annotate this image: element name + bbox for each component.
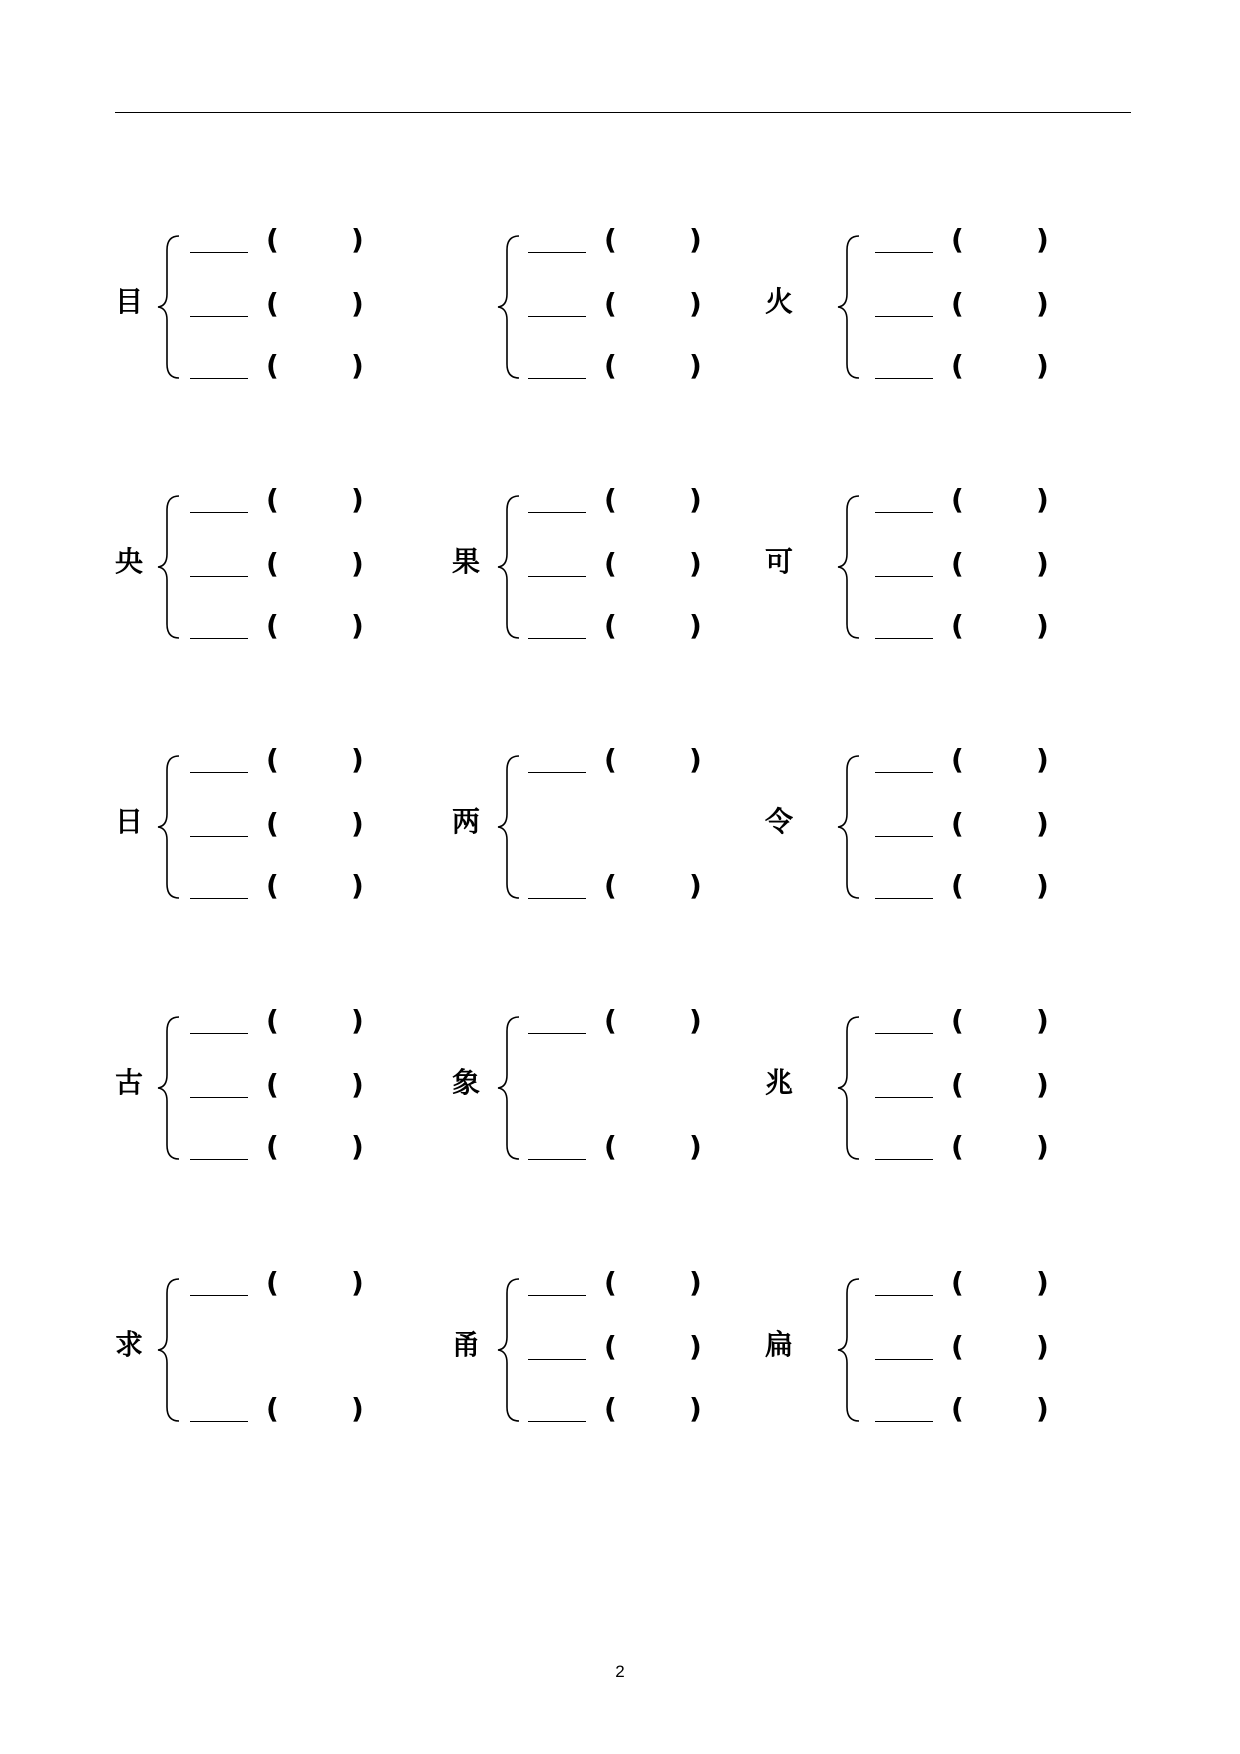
close-paren: )	[351, 1266, 364, 1299]
open-paren: (	[604, 349, 617, 382]
close-paren: )	[689, 547, 702, 580]
close-paren: )	[1036, 1004, 1049, 1037]
char-group	[440, 223, 760, 382]
char-group	[765, 483, 1085, 642]
close-paren: )	[689, 1392, 702, 1425]
close-paren: )	[689, 287, 702, 320]
open-paren: (	[266, 223, 279, 256]
word-blank[interactable]	[528, 252, 586, 253]
group-character: 求	[115, 1328, 144, 1361]
word-blank[interactable]	[190, 898, 248, 899]
word-blank[interactable]	[875, 638, 933, 639]
open-paren: (	[604, 547, 617, 580]
open-paren: (	[951, 287, 964, 320]
word-blank[interactable]	[190, 252, 248, 253]
open-paren: (	[604, 1330, 617, 1363]
group-character: 两	[452, 805, 481, 838]
word-blank[interactable]	[528, 1159, 586, 1160]
word-blank[interactable]	[190, 1097, 248, 1098]
char-group	[115, 1266, 435, 1425]
open-paren: (	[604, 743, 617, 776]
open-paren: (	[266, 609, 279, 642]
open-paren: (	[951, 349, 964, 382]
curly-brace	[155, 752, 183, 902]
open-paren: (	[951, 1130, 964, 1163]
curly-brace	[495, 232, 523, 382]
word-blank[interactable]	[875, 252, 933, 253]
open-paren: (	[951, 483, 964, 516]
curly-brace	[155, 492, 183, 642]
word-blank[interactable]	[190, 1159, 248, 1160]
open-paren: (	[604, 287, 617, 320]
close-paren: )	[1036, 547, 1049, 580]
word-blank[interactable]	[528, 1421, 586, 1422]
group-character: 央	[115, 545, 144, 578]
curly-brace	[835, 492, 863, 642]
char-group	[115, 223, 435, 382]
word-blank[interactable]	[528, 576, 586, 577]
close-paren: )	[689, 869, 702, 902]
open-paren: (	[266, 1266, 279, 1299]
open-paren: (	[266, 287, 279, 320]
word-blank[interactable]	[190, 576, 248, 577]
word-blank[interactable]	[875, 898, 933, 899]
close-paren: )	[689, 483, 702, 516]
word-blank[interactable]	[190, 1295, 248, 1296]
group-character: 古	[115, 1066, 144, 1099]
word-blank[interactable]	[875, 1359, 933, 1360]
close-paren: )	[689, 609, 702, 642]
close-paren: )	[351, 349, 364, 382]
open-paren: (	[951, 1330, 964, 1363]
group-character: 果	[452, 545, 481, 578]
curly-brace	[835, 1275, 863, 1425]
word-blank[interactable]	[875, 1159, 933, 1160]
open-paren: (	[266, 349, 279, 382]
char-group	[765, 1266, 1085, 1425]
close-paren: )	[1036, 609, 1049, 642]
close-paren: )	[1036, 1330, 1049, 1363]
close-paren: )	[351, 1130, 364, 1163]
group-character: 兆	[765, 1066, 794, 1099]
char-group	[440, 743, 760, 902]
close-paren: )	[351, 483, 364, 516]
close-paren: )	[689, 1266, 702, 1299]
char-group	[115, 743, 435, 902]
close-paren: )	[1036, 223, 1049, 256]
char-group	[440, 1266, 760, 1425]
char-group	[440, 1004, 760, 1163]
open-paren: (	[604, 1004, 617, 1037]
word-blank[interactable]	[190, 772, 248, 773]
open-paren: (	[604, 869, 617, 902]
close-paren: )	[689, 223, 702, 256]
close-paren: )	[1036, 287, 1049, 320]
close-paren: )	[351, 869, 364, 902]
char-group	[115, 1004, 435, 1163]
close-paren: )	[351, 609, 364, 642]
curly-brace	[835, 232, 863, 382]
close-paren: )	[1036, 869, 1049, 902]
word-blank[interactable]	[190, 316, 248, 317]
word-blank[interactable]	[190, 378, 248, 379]
close-paren: )	[689, 349, 702, 382]
open-paren: (	[951, 547, 964, 580]
close-paren: )	[1036, 1266, 1049, 1299]
word-blank[interactable]	[875, 512, 933, 513]
word-blank[interactable]	[528, 772, 586, 773]
open-paren: (	[266, 483, 279, 516]
group-character: 火	[765, 285, 794, 318]
close-paren: )	[1036, 349, 1049, 382]
word-blank[interactable]	[190, 512, 248, 513]
word-blank[interactable]	[528, 316, 586, 317]
word-blank[interactable]	[875, 836, 933, 837]
word-blank[interactable]	[875, 1033, 933, 1034]
char-group	[765, 743, 1085, 902]
close-paren: )	[1036, 807, 1049, 840]
close-paren: )	[351, 1392, 364, 1425]
group-character: 日	[115, 805, 144, 838]
curly-brace	[155, 1275, 183, 1425]
word-blank[interactable]	[875, 772, 933, 773]
char-group	[440, 483, 760, 642]
page-number: 2	[615, 1662, 625, 1681]
word-blank[interactable]	[528, 1295, 586, 1296]
close-paren: )	[1036, 483, 1049, 516]
close-paren: )	[351, 547, 364, 580]
close-paren: )	[351, 287, 364, 320]
open-paren: (	[604, 609, 617, 642]
word-blank[interactable]	[528, 638, 586, 639]
close-paren: )	[1036, 743, 1049, 776]
word-blank[interactable]	[190, 836, 248, 837]
open-paren: (	[266, 807, 279, 840]
close-paren: )	[689, 1004, 702, 1037]
open-paren: (	[951, 1392, 964, 1425]
curly-brace	[155, 232, 183, 382]
close-paren: )	[351, 743, 364, 776]
word-blank[interactable]	[875, 576, 933, 577]
open-paren: (	[604, 483, 617, 516]
word-blank[interactable]	[528, 1359, 586, 1360]
close-paren: )	[1036, 1068, 1049, 1101]
char-group	[765, 1004, 1085, 1163]
open-paren: (	[604, 223, 617, 256]
word-blank[interactable]	[875, 1097, 933, 1098]
open-paren: (	[266, 1068, 279, 1101]
close-paren: )	[1036, 1392, 1049, 1425]
open-paren: (	[951, 223, 964, 256]
word-blank[interactable]	[528, 1033, 586, 1034]
group-character: 象	[452, 1066, 481, 1099]
open-paren: (	[604, 1130, 617, 1163]
word-blank[interactable]	[875, 1421, 933, 1422]
curly-brace	[495, 1013, 523, 1163]
close-paren: )	[689, 743, 702, 776]
close-paren: )	[689, 1130, 702, 1163]
curly-brace	[495, 492, 523, 642]
open-paren: (	[604, 1266, 617, 1299]
group-character: 可	[765, 545, 794, 578]
open-paren: (	[951, 1068, 964, 1101]
word-blank[interactable]	[190, 1033, 248, 1034]
open-paren: (	[951, 869, 964, 902]
group-character: 目	[115, 285, 144, 318]
open-paren: (	[951, 1266, 964, 1299]
close-paren: )	[351, 1068, 364, 1101]
group-character: 甬	[452, 1328, 481, 1361]
open-paren: (	[266, 1392, 279, 1425]
curly-brace	[835, 752, 863, 902]
word-blank[interactable]	[190, 1421, 248, 1422]
group-character: 令	[765, 805, 794, 838]
open-paren: (	[951, 743, 964, 776]
word-blank[interactable]	[875, 1295, 933, 1296]
curly-brace	[495, 1275, 523, 1425]
char-group	[115, 483, 435, 642]
header-rule	[115, 112, 1131, 113]
curly-brace	[495, 752, 523, 902]
open-paren: (	[266, 743, 279, 776]
word-blank[interactable]	[190, 638, 248, 639]
word-blank[interactable]	[528, 898, 586, 899]
close-paren: )	[1036, 1130, 1049, 1163]
word-blank[interactable]	[875, 316, 933, 317]
curly-brace	[155, 1013, 183, 1163]
close-paren: )	[351, 1004, 364, 1037]
close-paren: )	[689, 1330, 702, 1363]
open-paren: (	[266, 547, 279, 580]
word-blank[interactable]	[528, 378, 586, 379]
char-group	[765, 223, 1085, 382]
open-paren: (	[951, 1004, 964, 1037]
word-blank[interactable]	[528, 512, 586, 513]
open-paren: (	[266, 869, 279, 902]
group-character: 扁	[765, 1328, 794, 1361]
open-paren: (	[604, 1392, 617, 1425]
close-paren: )	[351, 223, 364, 256]
open-paren: (	[951, 609, 964, 642]
word-blank[interactable]	[875, 378, 933, 379]
curly-brace	[835, 1013, 863, 1163]
open-paren: (	[951, 807, 964, 840]
close-paren: )	[351, 807, 364, 840]
open-paren: (	[266, 1004, 279, 1037]
open-paren: (	[266, 1130, 279, 1163]
